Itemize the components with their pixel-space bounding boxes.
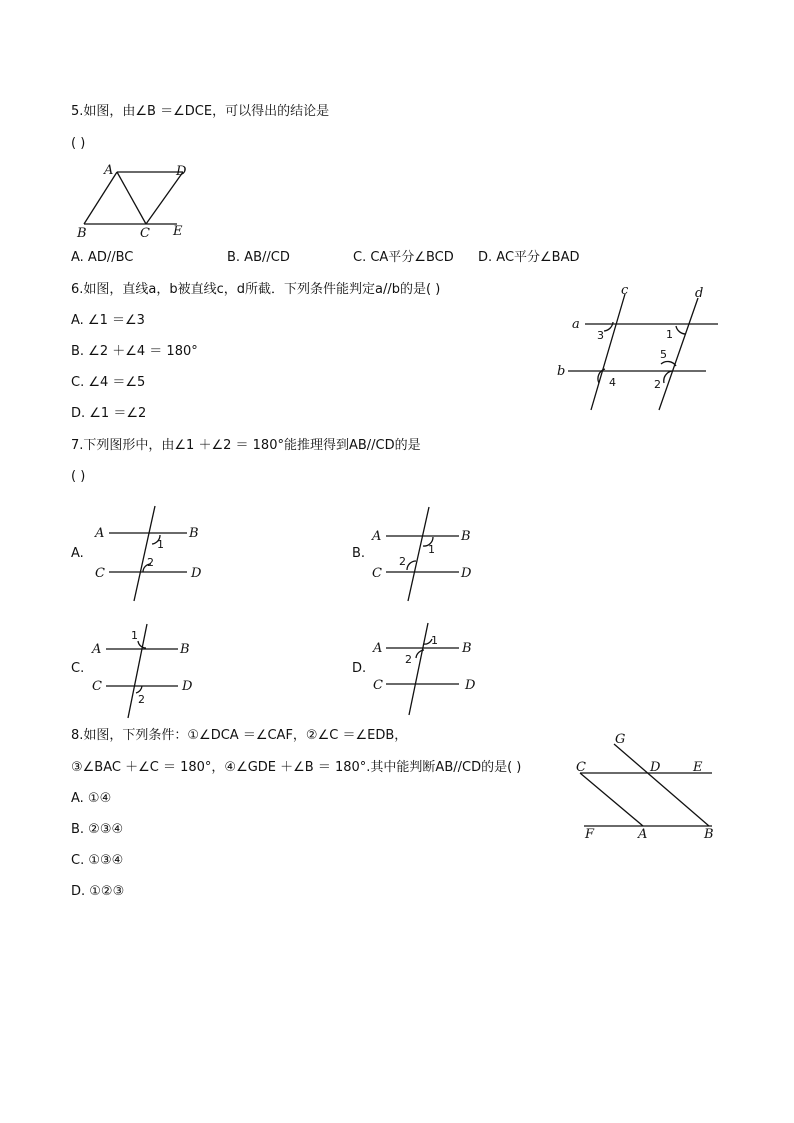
- q8-option-d[interactable]: D. ①②③: [71, 884, 125, 899]
- q7a-label-C: C: [95, 566, 105, 581]
- q7d-label-C: C: [373, 678, 383, 693]
- q7c-label-1: 1: [131, 629, 138, 642]
- q7b-label-C: C: [372, 566, 382, 581]
- q8-stem-line2: ③∠BAC ＋∠C ＝ 180°，④∠GDE ＋∠B ＝ 180°.其中能判断AB//CD的是( ): [71, 760, 522, 775]
- q7d-label-A: A: [373, 641, 383, 656]
- q7b-label-2: 2: [399, 555, 406, 568]
- q7-option-b[interactable]: B.: [352, 546, 366, 561]
- q5-option-d[interactable]: D. AC平分∠BAD: [478, 250, 580, 265]
- q5-option-a[interactable]: A. AD//BC: [71, 250, 134, 265]
- q5-label-E: E: [173, 224, 183, 239]
- q7a-label-A: A: [95, 526, 105, 541]
- q6-option-a[interactable]: A. ∠1 ＝∠3: [71, 313, 145, 328]
- q7d-label-1: 1: [431, 634, 438, 647]
- q5-option-c[interactable]: C. CA平分∠BCD: [353, 250, 454, 265]
- q8-label-A: A: [638, 827, 648, 842]
- q7-option-a[interactable]: A.: [71, 546, 84, 561]
- q8-stem-line1: 8.如图，下列条件：①∠DCA ＝∠CAF，②∠C ＝∠EDB，: [71, 728, 408, 743]
- q8-option-c[interactable]: C. ①③④: [71, 853, 124, 868]
- q6-label-2: 2: [654, 378, 661, 391]
- q7-option-c[interactable]: C.: [71, 661, 85, 676]
- q8-option-a[interactable]: A. ①④: [71, 791, 112, 806]
- q5-label-B: B: [77, 226, 87, 241]
- q6-label-3: 3: [597, 329, 604, 342]
- q5-stem: 5.如图，由∠B ＝∠DCE，可以得出的结论是: [71, 104, 330, 119]
- q5-answer-paren: ( ): [71, 136, 86, 151]
- q7b-label-B: B: [461, 529, 471, 544]
- q7d-label-B: B: [462, 641, 472, 656]
- q7a-label-B: B: [189, 526, 199, 541]
- q7a-label-2: 2: [147, 556, 154, 569]
- q7b-label-1: 1: [428, 543, 435, 556]
- q7c-label-D: D: [182, 679, 193, 694]
- q8-label-E: E: [693, 760, 703, 775]
- q6-option-d[interactable]: D. ∠1 ＝∠2: [71, 406, 147, 421]
- q5-option-b[interactable]: B. AB//CD: [227, 250, 290, 265]
- q8-option-b[interactable]: B. ②③④: [71, 822, 124, 837]
- q6-label-a: a: [572, 317, 580, 332]
- q6-label-1: 1: [666, 328, 673, 341]
- q5-label-C: C: [140, 226, 150, 241]
- q7-answer-paren: ( ): [71, 469, 86, 484]
- q8-label-F: F: [585, 827, 595, 842]
- q7b-label-D: D: [461, 566, 472, 581]
- q6-option-c[interactable]: C. ∠4 ＝∠5: [71, 375, 146, 390]
- q6-stem: 6.如图，直线a，b被直线c，d所截．下列条件能判定a//b的是( ): [71, 282, 441, 297]
- q6-label-5: 5: [660, 348, 667, 361]
- q5-label-D: D: [176, 164, 187, 179]
- q6-label-d: d: [695, 286, 704, 301]
- q7c-label-A: A: [92, 642, 102, 657]
- q7c-label-2: 2: [138, 693, 145, 706]
- q8-label-D: D: [650, 760, 661, 775]
- q7c-label-C: C: [92, 679, 102, 694]
- q8-label-B: B: [704, 827, 714, 842]
- q7a-label-1: 1: [157, 538, 164, 551]
- q6-option-b[interactable]: B. ∠2 ＋∠4 ＝ 180°: [71, 344, 198, 359]
- q7d-label-D: D: [465, 678, 476, 693]
- q6-label-c: c: [621, 283, 629, 298]
- q7a-label-D: D: [191, 566, 202, 581]
- q7-option-d[interactable]: D.: [352, 661, 367, 676]
- q5-label-A: A: [104, 163, 114, 178]
- q8-label-G: G: [615, 732, 626, 747]
- q7d-label-2: 2: [405, 653, 412, 666]
- q7b-label-A: A: [372, 529, 382, 544]
- q6-label-4: 4: [609, 376, 616, 389]
- q6-label-b: b: [557, 364, 566, 379]
- q8-label-C: C: [576, 760, 586, 775]
- q7-stem: 7.下列图形中，由∠1 ＋∠2 ＝ 180°能推理得到AB//CD的是: [71, 438, 421, 453]
- q7c-label-B: B: [180, 642, 190, 657]
